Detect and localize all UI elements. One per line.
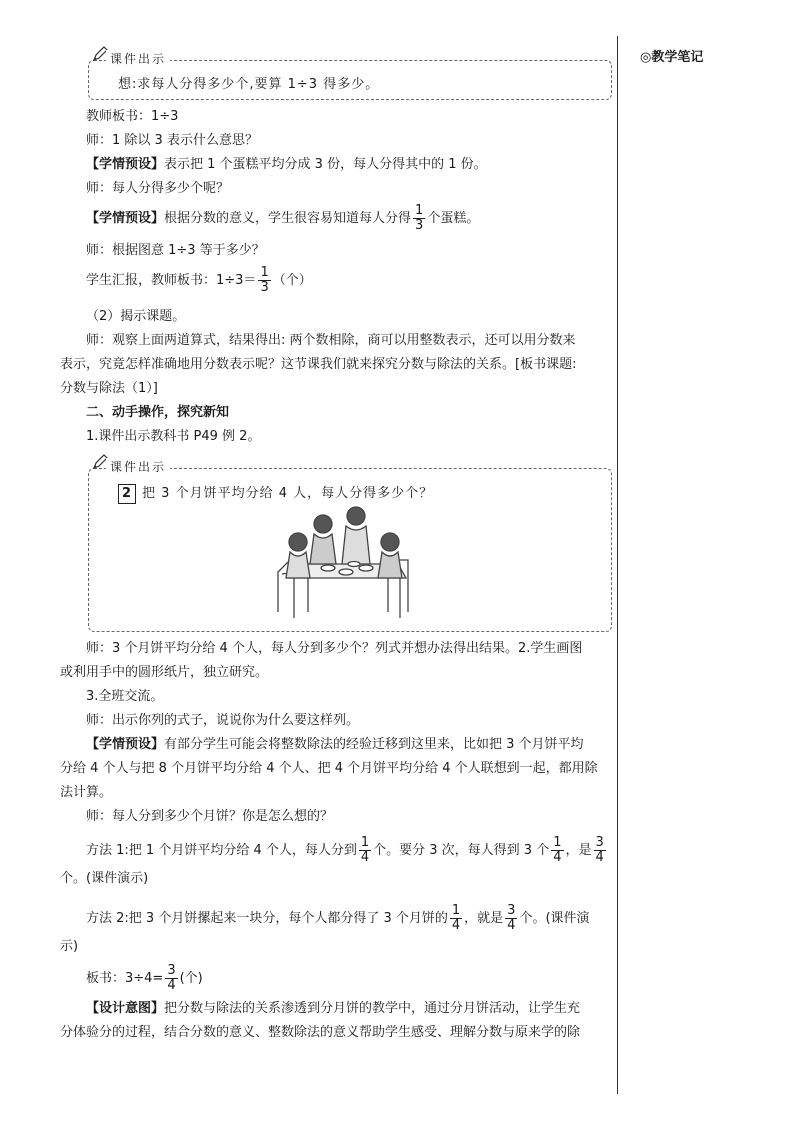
mooncake-illustration bbox=[268, 502, 420, 626]
text-line: 分体验分的过程，结合分数的意义、整数除法的意义帮助学生感受、理解分数与原来学的除 bbox=[60, 1025, 581, 1040]
fraction: $\frac{1}{3}$ bbox=[415, 203, 424, 233]
text-line: 分数与除法（1）] bbox=[60, 381, 158, 396]
text-line: 法计算。 bbox=[60, 785, 113, 800]
text-line: 师：出示你列的式子，说说你为什么要这样列。 bbox=[86, 713, 360, 728]
text-line: 个。(课件演示) bbox=[60, 871, 149, 886]
text-line: 示) bbox=[60, 939, 79, 954]
text-line: 分给 4 个人与把 8 个月饼平均分给 4 个人、把 4 个月饼平均分给 4 个人联想到一起，都用除 bbox=[60, 761, 598, 776]
text-line: 板书：3÷4= $\frac{3}{4}$ (个) bbox=[86, 963, 203, 993]
fraction: $\frac{3}{4}$ bbox=[167, 963, 176, 993]
text-line: 师：根据图意 1÷3 等于多少？ bbox=[86, 243, 265, 258]
fraction: $\frac{1}{4}$ bbox=[451, 903, 461, 933]
text-line: 师：每人分得多少个呢？ bbox=[86, 181, 230, 196]
text-line: 【设计意图】把分数与除法的关系渗透到分月饼的教学中，通过分月饼活动，让学生充 bbox=[86, 1001, 581, 1016]
fraction: $\frac{1}{3}$ bbox=[260, 265, 269, 295]
text-line: 【学情预设】根据分数的意义，学生很容易知道每人分得 $\frac{1}{3}$ 个蛋糕。 bbox=[86, 203, 480, 233]
tag-label: 【学情预设】 bbox=[86, 157, 165, 172]
courseware-tab-1: 课件出示 bbox=[106, 50, 170, 67]
text-line: 教师板书：1÷3 bbox=[86, 109, 179, 124]
text-line: 师：每人分到多少个月饼？你是怎么想的？ bbox=[86, 809, 334, 824]
text-line: 【学情预设】表示把 1 个蛋糕平均分成 3 份，每人分得其中的 1 份。 bbox=[86, 157, 487, 172]
example-text: 2 把 3 个月饼平均分给 4 人，每人分得多少个？ bbox=[118, 484, 433, 504]
fraction: $\frac{1}{4}$ bbox=[553, 835, 562, 865]
tag-label: 【学情预设】 bbox=[86, 211, 165, 226]
example-number: 2 bbox=[118, 484, 136, 504]
text-line: 方法 1:把 1 个月饼平均分给 4 个人，每人分到 $\frac{1}{4}$ 个。要分 3 次，每人得到 3 个 $\frac{1}{4}$ ，是 $\frac{3}{4}$ bbox=[86, 835, 604, 865]
fraction: $\frac{3}{4}$ bbox=[595, 835, 604, 865]
text-line: 3.全班交流。 bbox=[86, 689, 164, 704]
tag-label: 【设计意图】 bbox=[86, 1001, 165, 1016]
text-line: 【学情预设】有部分学生可能会将整数除法的经验迁移到这里来，比如把 3 个月饼平均 bbox=[86, 737, 584, 752]
text-line: 表示，究竟怎样准确地用分数表示呢？这节课我们就来探究分数与除法的关系。[板书课题: bbox=[60, 357, 577, 372]
text-line: 师：1 除以 3 表示什么意思？ bbox=[86, 133, 258, 148]
text-line: 师：3 个月饼平均分给 4 个人，每人分到多少个？列式并想办法得出结果。2.学生画图 bbox=[86, 641, 583, 656]
text-line: 方法 2:把 3 个月饼摞起来一块分，每个人都分得了 3 个月饼的 $\frac{1}{4}$ ，就是 $\frac{3}{4}$ 个。(课件演 bbox=[86, 903, 590, 933]
text-line: 师：观察上面两道算式，结果得出: 两个数相除，商可以用整数表示，还可以用分数来 bbox=[86, 333, 576, 348]
margin-divider bbox=[617, 36, 618, 1094]
tag-label: 【学情预设】 bbox=[86, 737, 165, 752]
courseware-tab-2: 课件出示 bbox=[106, 458, 170, 475]
text-line: 学生汇报，教师板书：1÷3＝ $\frac{1}{3}$ （个） bbox=[86, 265, 312, 295]
section-heading: 二、动手操作，探究新知 bbox=[86, 405, 230, 420]
teaching-notes-label: ◎教学笔记 bbox=[640, 50, 704, 65]
fraction: $\frac{1}{4}$ bbox=[360, 835, 370, 865]
text-line: 1.课件出示教科书 P49 例 2。 bbox=[86, 429, 261, 444]
fraction: $\frac{3}{4}$ bbox=[507, 903, 516, 933]
text-line: （2）揭示课题。 bbox=[86, 309, 186, 324]
text-line: 或利用手中的圆形纸片，独立研究。 bbox=[60, 665, 269, 680]
box1-text: 想:求每人分得多少个,要算 1÷3 得多少。 bbox=[118, 77, 380, 92]
